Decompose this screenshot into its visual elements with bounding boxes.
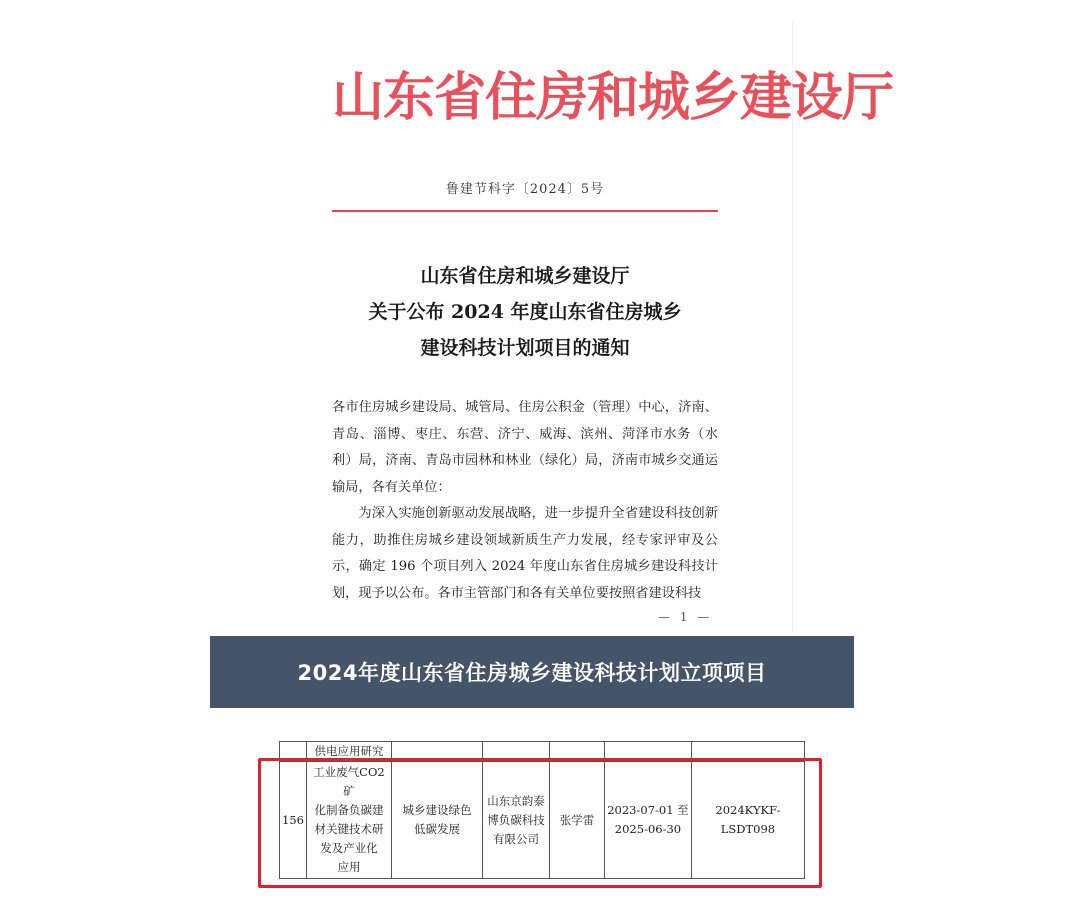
organization-cell: 山东京韵泰 博负碳科技 有限公司 <box>482 762 549 879</box>
recipients-paragraph: 各市住房城乡建设局、城管局、住房公积金（管理）中心，济南、青岛、淄博、枣庄、东营、济宁、威海、滨州、菏泽市水务（水利）局，济南、青岛市园林和林业（绿化）局，济南市城乡交通运输局，各有关单位： <box>332 400 718 495</box>
highlight-box <box>258 758 822 888</box>
section-banner <box>210 636 854 708</box>
document-number: 鲁建节科字〔2024〕5号 <box>445 182 605 197</box>
issuing-organization-title: 山东省住房和城乡建设厅 <box>332 67 894 128</box>
banner-title: 2024年度山东省住房城乡建设科技计划立项项目 <box>297 661 767 685</box>
period-cell: 2023-07-01 至 2025-06-30 <box>604 762 691 879</box>
page-number: — 1 — <box>658 610 713 624</box>
notice-title-line: 关于公布 2024 年度山东省住房城乡 <box>368 301 682 323</box>
leader-cell: 张学雷 <box>549 762 604 879</box>
table-cell: 供电应用研究 <box>306 742 391 762</box>
row-index-cell: 156 <box>280 762 307 879</box>
project-code-cell: 2024KYKF-LSDT098 <box>691 762 804 879</box>
field-cell: 城乡建设绿色 低碳发展 <box>391 762 482 879</box>
project-table-section <box>0 708 1067 913</box>
notice-title-line: 建设科技计划项目的通知 <box>420 337 630 359</box>
red-divider-line <box>332 210 718 212</box>
notice-title-line: 山东省住房和城乡建设厅 <box>420 265 630 287</box>
notice-title <box>332 258 718 366</box>
notice-body <box>332 395 718 607</box>
main-paragraph: 为深入实施创新驱动发展战略，进一步提升全省建设科技创新能力，助推住房城乡建设领域新质生产力发展，经专家评审及公示，确定 196 个项目列入 2024 年度山东省住房城乡建设科技计划，现予以公布。各市主管部门和各有关单位要按照省建设科技 <box>332 506 718 601</box>
project-name-cell: 工业废气CO2矿 化制备负碳建 材关键技术研 发及产业化 应用 <box>306 762 391 879</box>
